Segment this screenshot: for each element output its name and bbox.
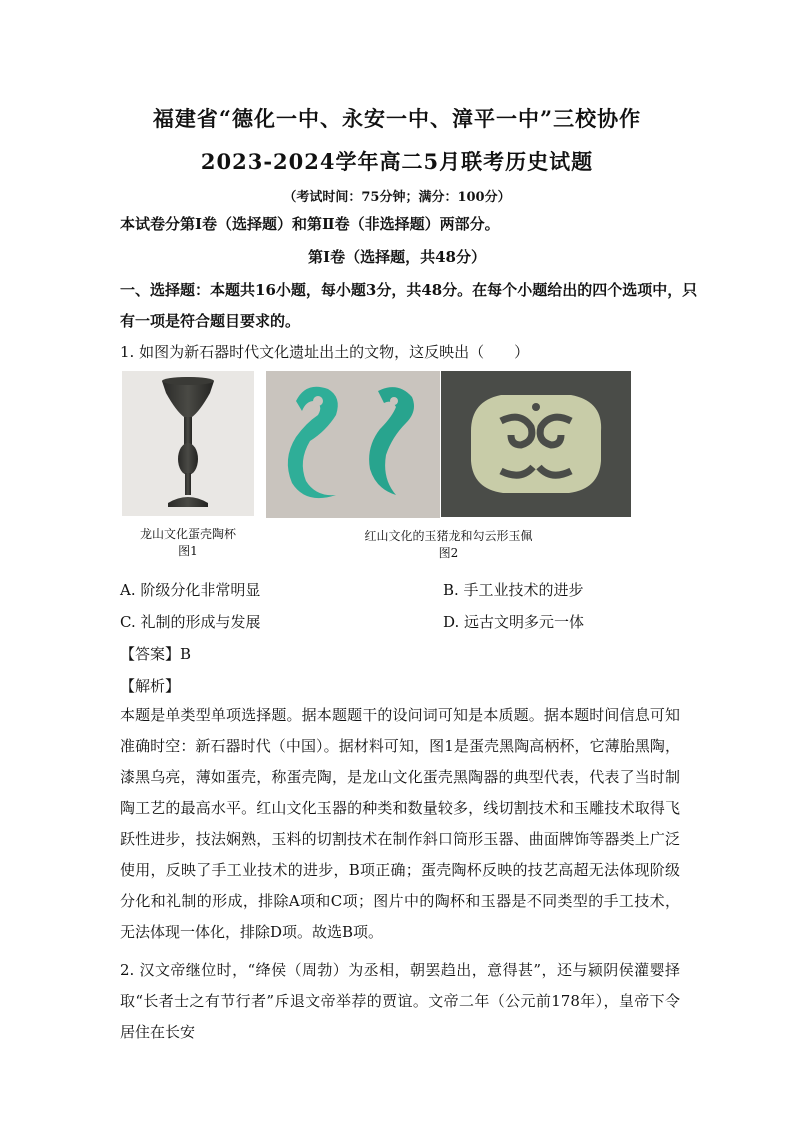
jade-pig-dragon-illustration bbox=[266, 371, 440, 518]
section-instruction-line2: 有一项是符合题目要求的。 bbox=[120, 312, 301, 330]
figure-2-caption: 红山文化的玉猪龙和勾云形玉佩 bbox=[364, 529, 533, 543]
eggshell-cup-illustration bbox=[122, 371, 254, 516]
section-heading: 第Ⅰ卷（选择题，共48分） bbox=[308, 248, 486, 266]
figure-2-jade-dragons-image bbox=[266, 371, 440, 518]
figure-1-caption: 龙山文化蛋壳陶杯 bbox=[139, 527, 236, 541]
exam-title-line1: 福建省“德化一中、永安一中、漳平一中”三校协作 bbox=[152, 106, 642, 131]
figure-1-image bbox=[122, 371, 254, 516]
figure-2-jade-pendant-image bbox=[441, 371, 631, 517]
option-c: C. 礼制的形成与发展 bbox=[120, 613, 261, 631]
paper-intro: 本试卷分第Ⅰ卷（选择题）和第Ⅱ卷（非选择题）两部分。 bbox=[120, 215, 500, 233]
exam-info: （考试时间：75分钟；满分：100分） bbox=[283, 190, 511, 205]
question-1-stem: 1. 如图为新石器时代文化遗址出土的文物，这反映出（ ） bbox=[120, 343, 530, 361]
analysis-label: 【解析】 bbox=[120, 677, 181, 695]
option-b: B. 手工业技术的进步 bbox=[443, 581, 584, 599]
section-instruction-line1: 一、选择题：本题共16小题，每小题3分，共48分。在每个小题给出的四个选项中，只 bbox=[120, 281, 698, 299]
answer-label: 【答案】B bbox=[120, 645, 192, 663]
option-a: A. 阶级分化非常明显 bbox=[120, 581, 261, 599]
figure-1-label: 图1 bbox=[178, 544, 198, 558]
question-2-text: 2. 汉文帝继位时，“绛侯（周勃）为丞相，朝罢趋出，意得甚”，还与颍阴侯灌婴择取“长者士之有节行者”斥退文帝举荐的贾谊。文帝二年（公元前178年），皇帝下令居住在长安 bbox=[120, 961, 680, 1041]
analysis-paragraph: 本题是单类型单项选择题。据本题题干的设问词可知是本质题。据本题时间信息可知准确时空：新石器时代（中国）。据材料可知，图1是蛋壳黑陶高柄杯，它薄胎黑陶，漆黑乌亮，薄如蛋壳，称蛋壳陶，是龙山文化蛋壳黑陶器的典型代表，代表了当时制陶工艺的最高水平。红山文化玉器的种类和数量较多，线切割技术和玉雕技术取得飞跃性进步，技法娴熟，玉料的切割技术在制作斜口筒形玉器、曲面牌饰等器类上广泛使用，反映了手工业技术的进步，B项正确；蛋壳陶杯反映的技艺高超无法体现阶级分化和礼制的形成，排除A项和C项；图片中的陶杯和玉器是不同类型的手工技术，无法体现一体化，排除D项。故选B项。 bbox=[120, 706, 680, 941]
exam-title-line2: 2023-2024学年高二5月联考历史试题 bbox=[200, 149, 594, 174]
cloud-jade-pendant-illustration bbox=[441, 371, 631, 517]
option-d: D. 远古文明多元一体 bbox=[443, 613, 585, 631]
figure-2-label: 图2 bbox=[438, 546, 459, 560]
